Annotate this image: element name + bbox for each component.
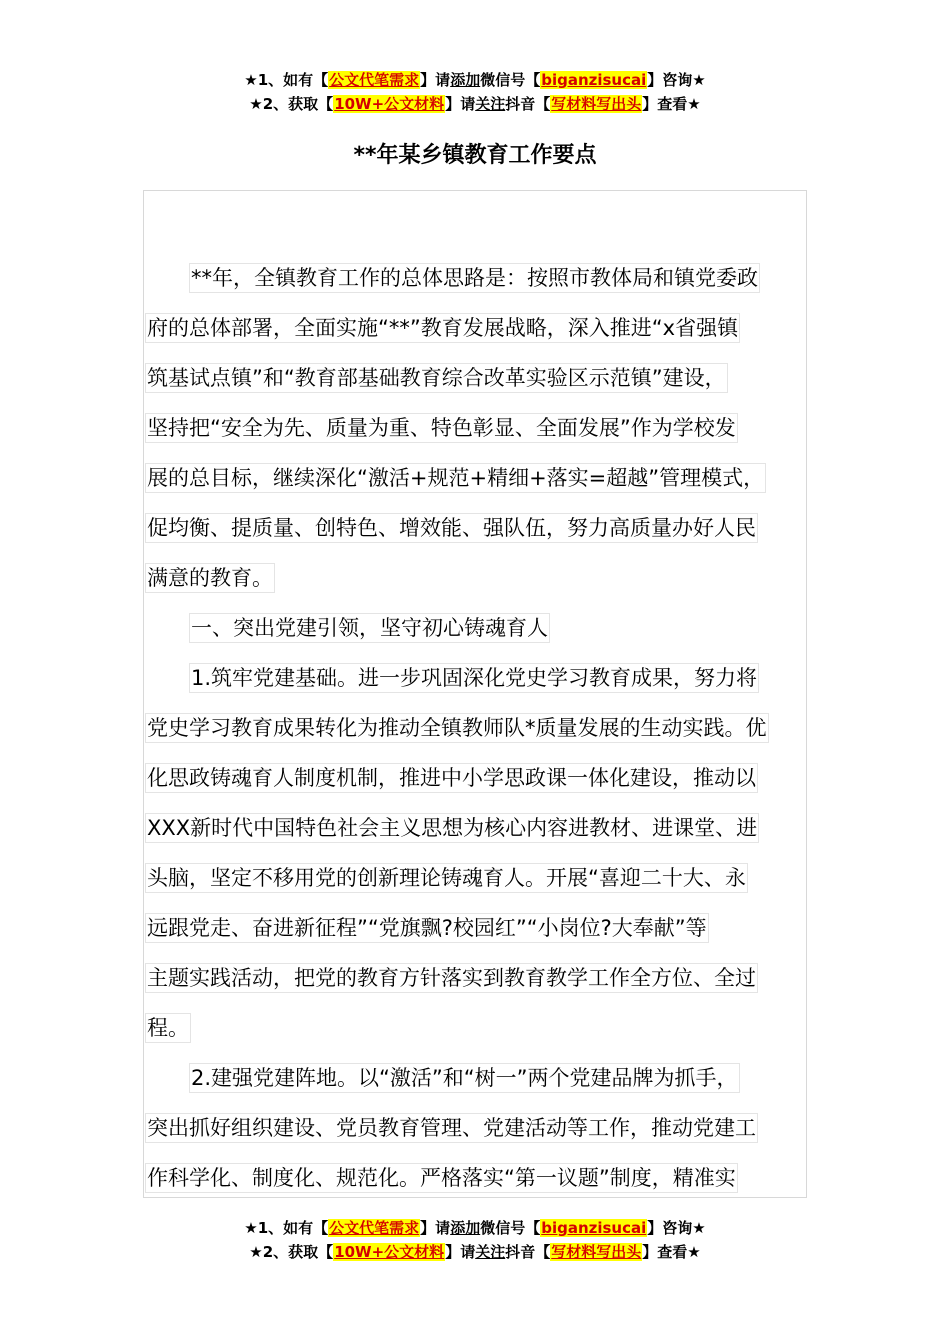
banner-text: 微信号【 <box>480 71 541 89</box>
text-line: 满意的教育。 <box>145 552 805 602</box>
banner-highlight: 公文代笔需求 <box>329 71 420 89</box>
text-line: 突出抓好组织建设、党员教育管理、党建活动等工作，推动党建工 <box>145 1102 805 1152</box>
text-line: 远跟党走、奋进新征程”“党旗飘?校园红”“小岗位?大奉献”等 <box>145 902 805 952</box>
banner-highlight: 写材料写出头 <box>551 95 642 113</box>
banner-text: 】咨询★ <box>647 1219 706 1237</box>
banner-highlight: biganzisucai <box>541 71 647 89</box>
text-line: XXX新时代中国特色社会主义思想为核心内容进教材、进课堂、进 <box>145 802 805 852</box>
banner-text: 】请 <box>445 95 476 113</box>
banner-underlined: 关注 <box>475 1243 506 1261</box>
document-title: **年某乡镇教育工作要点 <box>353 143 597 168</box>
text-line: 作科学化、制度化、规范化。严格落实“第一议题”制度，精准实 <box>145 1152 805 1202</box>
text-line: 主题实践活动，把党的教育方针落实到教育教学工作全方位、全过 <box>145 952 805 1002</box>
text-line: 头脑，坚定不移用党的创新理论铸魂育人。开展“喜迎二十大、永 <box>145 852 805 902</box>
banner-line-1 <box>0 68 950 92</box>
banner-text: 】咨询★ <box>647 71 706 89</box>
text-line: 化思政铸魂育人制度机制，推进中小学思政课一体化建设，推动以 <box>145 752 805 802</box>
text-line: 1.筑牢党建基础。进一步巩固深化党史学习教育成果，努力将 <box>145 652 805 702</box>
footer-banner <box>0 1216 950 1264</box>
banner-text: 】请 <box>420 1219 451 1237</box>
banner-text: 抖音【 <box>505 1243 551 1261</box>
banner-text: ★2、获取【 <box>249 1243 334 1261</box>
banner-text: 】请 <box>445 1243 476 1261</box>
banner-highlight: 写材料写出头 <box>551 1243 642 1261</box>
document-body <box>145 252 805 1202</box>
banner-text: ★1、如有【 <box>244 71 329 89</box>
text-line: 程。 <box>145 1002 805 1052</box>
section-heading: 一、突出党建引领，坚守初心铸魂育人 <box>145 602 805 652</box>
banner-underlined: 添加 <box>450 1219 481 1237</box>
banner-underlined: 关注 <box>475 95 506 113</box>
banner-line-2 <box>0 92 950 116</box>
banner-highlight: biganzisucai <box>541 1219 647 1237</box>
text-line: 坚持把“安全为先、质量为重、特色彰显、全面发展”作为学校发 <box>145 402 805 452</box>
text-line: 党史学习教育成果转化为推动全镇教师队*质量发展的生动实践。优 <box>145 702 805 752</box>
banner-highlight: 10W+公文材料 <box>334 1243 445 1261</box>
banner-underlined: 添加 <box>450 71 481 89</box>
text-line: 2.建强党建阵地。以“激活”和“树一”两个党建品牌为抓手， <box>145 1052 805 1102</box>
banner-line-2 <box>0 1240 950 1264</box>
banner-text: 】查看★ <box>642 95 701 113</box>
text-line: 促均衡、提质量、创特色、增效能、强队伍，努力高质量办好人民 <box>145 502 805 552</box>
banner-text: ★2、获取【 <box>249 95 334 113</box>
text-line: 展的总目标，继续深化“激活+规范+精细+落实=超越”管理模式， <box>145 452 805 502</box>
banner-text: ★1、如有【 <box>244 1219 329 1237</box>
header-banner <box>0 68 950 116</box>
banner-text: 】查看★ <box>642 1243 701 1261</box>
banner-text: 微信号【 <box>480 1219 541 1237</box>
text-line: 府的总体部署，全面实施“**”教育发展战略，深入推进“x省强镇 <box>145 302 805 352</box>
banner-text: 】请 <box>420 71 451 89</box>
text-line: **年，全镇教育工作的总体思路是：按照市教体局和镇党委政 <box>145 252 805 302</box>
banner-highlight: 10W+公文材料 <box>334 95 445 113</box>
banner-highlight: 公文代笔需求 <box>329 1219 420 1237</box>
banner-text: 抖音【 <box>505 95 551 113</box>
banner-line-1 <box>0 1216 950 1240</box>
text-line: 筑基试点镇”和“教育部基础教育综合改革实验区示范镇”建设， <box>145 352 805 402</box>
